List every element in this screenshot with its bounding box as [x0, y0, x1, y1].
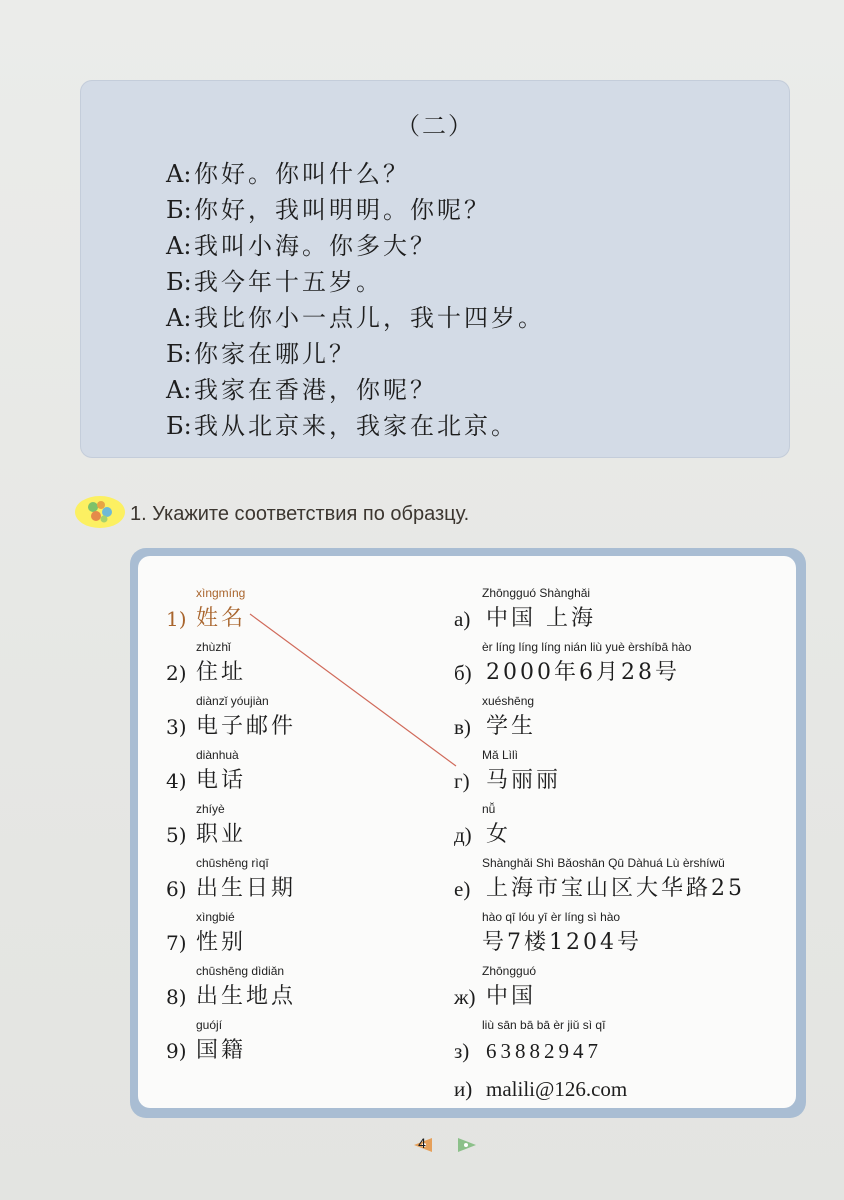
- pinyin: hào qī lóu yī èr líng sì hào: [482, 910, 621, 924]
- item-text: 号7楼1204号: [482, 930, 642, 955]
- pinyin: diànhuà: [196, 748, 239, 762]
- dialog-lines: [166, 156, 545, 444]
- exercise-heading: [130, 494, 469, 534]
- speaker-label: Б:: [166, 340, 192, 368]
- item-text: 住址: [196, 660, 247, 685]
- item-text: 电话: [196, 768, 247, 793]
- pinyin: diànzǐ yóujiàn: [196, 694, 269, 708]
- dialog-box: [80, 80, 790, 458]
- pinyin: chūshēng dìdiǎn: [196, 964, 285, 978]
- dialog-text: 我今年十五岁。: [194, 268, 383, 296]
- puzzle-icon: [74, 494, 126, 530]
- pinyin: nǚ: [482, 802, 496, 816]
- pinyin: xìngmíng: [196, 586, 246, 600]
- item-number: 8): [166, 985, 187, 1009]
- dialog-line: [166, 264, 545, 300]
- item-number: 7): [166, 931, 187, 955]
- item-text: 电子邮件: [196, 714, 297, 739]
- dialog-line: [166, 192, 545, 228]
- dialog-text: 我比你小一点儿，我十四岁。: [194, 304, 545, 332]
- item-text: 国籍: [196, 1038, 247, 1063]
- dialog-line: [166, 228, 545, 264]
- item-number: 3): [166, 715, 187, 739]
- dialog-line: [166, 336, 545, 372]
- item-letter: в): [454, 715, 471, 739]
- exercise-number: 1.: [130, 503, 147, 525]
- item-number: 9): [166, 1039, 187, 1063]
- pinyin: Zhōngguó Shànghǎi: [482, 586, 591, 600]
- pinyin: Zhōngguó: [482, 964, 537, 978]
- pinyin: xìngbié: [196, 910, 235, 924]
- speaker-label: Б:: [166, 412, 192, 440]
- dialog-line: [166, 300, 545, 336]
- dialog-line: [166, 156, 545, 192]
- dialog-text: 我家在香港，你呢？: [194, 376, 437, 404]
- pinyin: Shànghǎi Shì Bǎoshān Qū Dàhuá Lù èrshíwǔ: [482, 856, 725, 870]
- item-text: 性别: [196, 930, 247, 955]
- speaker-label: A:: [166, 304, 192, 332]
- item-letter: г): [454, 769, 470, 793]
- item-number: 5): [166, 823, 187, 847]
- speaker-label: Б:: [166, 196, 192, 224]
- item-text: 2000年6月28号: [486, 660, 680, 685]
- pinyin: Mǎ Lìlì: [482, 748, 519, 762]
- item-text: 中国: [486, 984, 537, 1009]
- dialog-text: 我从北京来，我家在北京。: [194, 412, 518, 440]
- dialog-text: 你好。你叫什么？: [194, 160, 410, 188]
- item-letter: е): [454, 877, 471, 901]
- item-text: 女: [486, 822, 512, 847]
- item-number: 2): [166, 661, 187, 685]
- speaker-label: A:: [166, 232, 192, 260]
- item-number: 4): [166, 769, 187, 793]
- item-text: 出生日期: [196, 876, 297, 901]
- item-letter: з): [454, 1039, 470, 1063]
- matching-panel: [138, 556, 796, 1108]
- item-text: 中国 上海: [486, 606, 596, 631]
- item-text: 出生地点: [196, 984, 297, 1009]
- item-text: 上海市宝山区大华路25: [486, 876, 745, 901]
- item-text: 马丽丽: [486, 768, 562, 793]
- pinyin: liù sān bā bā èr jiǔ sì qī: [482, 1018, 606, 1032]
- pinyin: chūshēng rìqī: [196, 856, 269, 870]
- item-letter: ж): [454, 985, 476, 1009]
- speaker-label: A:: [166, 160, 192, 188]
- item-text: malili@126.com: [486, 1077, 628, 1101]
- item-letter: б): [454, 661, 472, 685]
- dialog-heading: （二）: [396, 112, 474, 140]
- pinyin: èr líng líng líng nián liù yuè èrshíbā hào: [482, 640, 692, 654]
- dialog-line: [166, 372, 545, 408]
- item-text: 学生: [486, 714, 537, 739]
- item-text: 姓名: [196, 606, 247, 631]
- dialog-text: 你好，我叫明明。你呢？: [194, 196, 491, 224]
- item-letter: д): [454, 823, 472, 847]
- pinyin: guójí: [196, 1018, 223, 1032]
- right-page-ornament-icon: [458, 1138, 480, 1152]
- speaker-label: Б:: [166, 268, 192, 296]
- item-number: 6): [166, 877, 187, 901]
- exercise-instruction: Укажите соответствия по образцу.: [152, 503, 470, 525]
- item-letter: а): [454, 607, 471, 631]
- dialog-text: 我叫小海。你多大？: [194, 232, 437, 260]
- matching-frame: [130, 548, 806, 1118]
- page-number: 4: [418, 1135, 426, 1151]
- item-letter: и): [454, 1077, 473, 1101]
- pinyin: xuéshēng: [482, 694, 535, 708]
- dialog-text: 你家在哪儿？: [194, 340, 356, 368]
- dialog-line: [166, 408, 545, 444]
- item-text: 63882947: [486, 1039, 602, 1063]
- item-text: 职业: [196, 822, 247, 847]
- pinyin: zhíyè: [196, 802, 225, 816]
- item-number: 1): [166, 607, 187, 631]
- pinyin: zhùzhǐ: [196, 640, 231, 654]
- speaker-label: A:: [166, 376, 192, 404]
